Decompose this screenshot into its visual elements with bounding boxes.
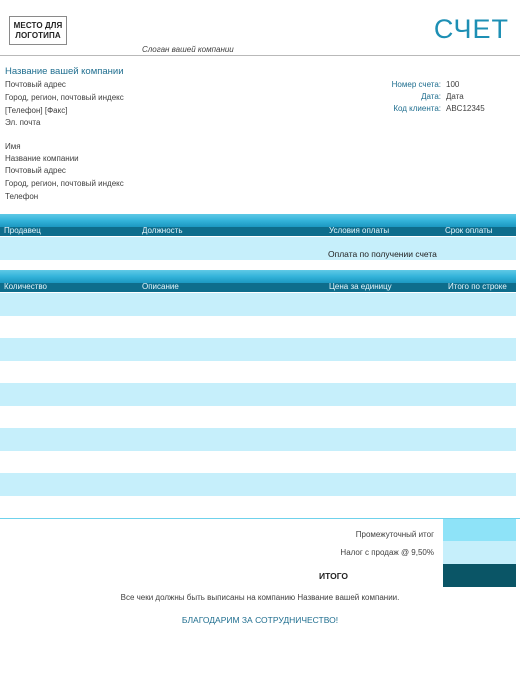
total-value-cell xyxy=(443,564,516,587)
sales-header-terms: Условия оплаты xyxy=(329,226,390,235)
invoice-date-value: Дата xyxy=(446,92,464,101)
recipient-company: Название компании xyxy=(5,154,79,163)
items-header-line-total: Итого по строке xyxy=(448,282,507,291)
thank-you-message: БЛАГОДАРИМ ЗА СОТРУДНИЧЕСТВО! xyxy=(181,615,339,625)
payment-terms-value: Оплата по получении счета xyxy=(328,249,437,259)
logo-text-line1: МЕСТО ДЛЯ xyxy=(13,21,63,30)
company-slogan: Слоган вашей компании xyxy=(142,45,234,54)
header-divider xyxy=(0,55,520,56)
items-table-bottom-rule xyxy=(0,518,520,519)
sender-street: Почтовый адрес xyxy=(5,80,66,89)
tax-label: Налог с продаж @ 9,50% xyxy=(340,548,434,557)
logo-text-line2: ЛОГОТИПА xyxy=(15,31,61,40)
subtotal-value-cell xyxy=(443,519,516,542)
sender-email: Эл. почта xyxy=(5,118,41,127)
client-id-value: ABC12345 xyxy=(446,104,485,113)
tax-value-cell xyxy=(443,541,516,564)
sender-company-name: Название вашей компании xyxy=(5,66,124,77)
table-row xyxy=(0,293,516,316)
sales-header-due: Срок оплаты xyxy=(445,226,493,235)
table-row xyxy=(0,473,516,496)
invoice-title: СЧЕТ xyxy=(433,14,509,44)
items-header-description: Описание xyxy=(142,282,179,291)
subtotal-label: Промежуточный итог xyxy=(355,530,434,539)
sender-phone-fax: [Телефон] [Факс] xyxy=(5,106,68,115)
sales-header-position: Должность xyxy=(142,226,183,235)
invoice-number-value: 100 xyxy=(446,80,460,89)
logo-placeholder xyxy=(9,16,67,45)
sales-table-header xyxy=(0,214,516,236)
recipient-phone: Телефон xyxy=(5,192,39,201)
sales-header-seller: Продавец xyxy=(4,226,41,235)
client-id-label: Код клиента: xyxy=(393,104,441,113)
items-header-quantity: Количество xyxy=(4,282,47,291)
table-row xyxy=(0,338,516,361)
total-label: ИТОГО xyxy=(319,571,349,581)
table-row xyxy=(0,428,516,451)
items-header-unit-price: Цена за единицу xyxy=(329,282,392,291)
recipient-street: Почтовый адрес xyxy=(5,166,66,175)
recipient-name: Имя xyxy=(5,142,21,151)
table-row xyxy=(0,383,516,406)
recipient-city: Город, регион, почтовый индекс xyxy=(5,179,124,188)
items-table-header xyxy=(0,270,516,292)
invoice-number-label: Номер счета: xyxy=(391,80,441,89)
sales-table-row xyxy=(0,237,516,260)
sender-city: Город, регион, почтовый индекс xyxy=(5,93,124,102)
payment-note: Все чеки должны быть выписаны на компанию Название вашей компании. xyxy=(120,593,400,602)
invoice-date-label: Дата: xyxy=(421,92,441,101)
